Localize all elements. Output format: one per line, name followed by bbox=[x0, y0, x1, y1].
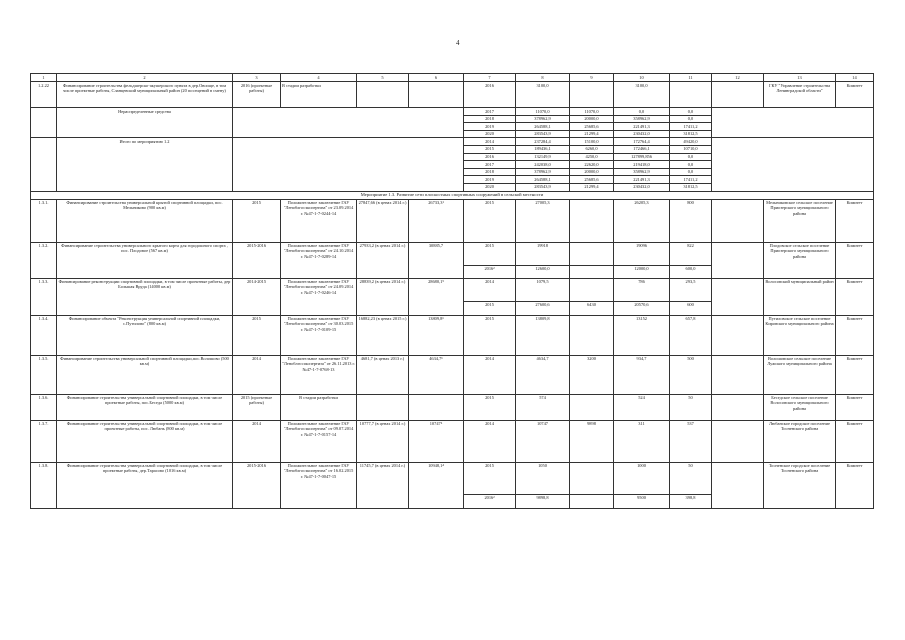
item-name: Финансирование строительства универсального крытого корта для городошного спорта , пос. Плодовое (567 кв.м) bbox=[57, 242, 233, 278]
group-fed: 25685,6 bbox=[570, 176, 614, 184]
group-year: 2019 bbox=[464, 123, 516, 131]
program-table bbox=[30, 73, 874, 509]
group-fed: 15100,0 bbox=[570, 138, 614, 146]
item-responsible: Комитет bbox=[836, 394, 874, 420]
group-loc: 17411,2 bbox=[670, 123, 712, 131]
item-remaining: 30885,7 bbox=[409, 242, 464, 278]
table-cell bbox=[712, 242, 764, 278]
group-fed: 20000,0 bbox=[570, 115, 614, 123]
item-finance: 9898,8 bbox=[516, 494, 570, 508]
item-regional: 3100,0 bbox=[614, 82, 670, 108]
item-finance: 600 bbox=[670, 301, 712, 315]
table-row bbox=[31, 74, 874, 82]
item-remaining: 10948,1⁴ bbox=[409, 462, 464, 508]
item-finance: 27600,6 bbox=[516, 301, 570, 315]
group-loc: 31812,5 bbox=[670, 130, 712, 138]
column-number: 1 bbox=[31, 74, 57, 82]
item-finance: 2015 bbox=[464, 199, 516, 242]
item-finance: 20570,6 bbox=[614, 301, 670, 315]
table-cell bbox=[712, 138, 874, 191]
item-finance: 2014 bbox=[464, 278, 516, 301]
item-finance: 2015 bbox=[464, 242, 516, 265]
item-name: Финансирование строительства универсальной спортивной площадки,пос.Волошово (500 кв.м) bbox=[57, 355, 233, 394]
item-finance: 293,5 bbox=[670, 278, 712, 301]
group-reg: 219418,0 bbox=[614, 161, 670, 169]
table-cell bbox=[31, 138, 57, 191]
group-total: 132149,9 bbox=[516, 153, 570, 161]
item-remaining: 13809,8⁶ bbox=[409, 315, 464, 355]
item-number: 1.2.22 bbox=[31, 82, 57, 108]
table-row bbox=[31, 278, 874, 301]
table-row bbox=[31, 199, 874, 242]
column-number: 7 bbox=[464, 74, 516, 82]
item-period: 2016 (проектные работы) bbox=[233, 82, 281, 108]
item-status: В стадии разработки bbox=[281, 82, 357, 108]
table-cell bbox=[712, 394, 764, 420]
item-organization: Тосненское городское поселение Тосненского района bbox=[764, 462, 836, 508]
group-fed: 22620,0 bbox=[570, 161, 614, 169]
column-number: 10 bbox=[614, 74, 670, 82]
item-expertise: Положительное заключение ГАУ "Леноблгосэкспертиза" от 30.03.2015 г. №47-1-7-0109-15 bbox=[281, 315, 357, 355]
table-row bbox=[31, 82, 874, 108]
item-organization: Волошовское сельское поселение Лужского муниципального района bbox=[764, 355, 836, 394]
item-finance: 4634,7 bbox=[516, 355, 570, 394]
item-finance bbox=[570, 265, 614, 278]
item-finance: 9500 bbox=[614, 494, 670, 508]
group-year: 2018 bbox=[464, 168, 516, 176]
item-responsible: Комитет bbox=[836, 315, 874, 355]
group-loc: 0,0 bbox=[670, 168, 712, 176]
group-year: 2015 bbox=[464, 145, 516, 153]
item-finance bbox=[570, 315, 614, 355]
table-cell bbox=[712, 420, 764, 462]
item-number: 1.3.7. bbox=[31, 420, 57, 462]
column-number: 8 bbox=[516, 74, 570, 82]
group-loc: 0,0 bbox=[670, 153, 712, 161]
table-cell bbox=[712, 315, 764, 355]
item-cost: 4681,7 (в ценах 2013 г.) bbox=[357, 355, 409, 394]
item-expertise: Положительное заключение ГАУ "Леноблгосэкспертиза" от 09.07.2014 г. №47-1-7-0157-14 bbox=[281, 420, 357, 462]
group-year: 2019 bbox=[464, 176, 516, 184]
item-finance: 50 bbox=[670, 394, 712, 420]
item-finance: 311 bbox=[614, 420, 670, 462]
item-responsible: Комитет bbox=[836, 199, 874, 242]
item-expertise: Положительное заключение ГАУ "Леноблгосэкспертиза" от 24.10.2014 г. №47-1-7-0289-14 bbox=[281, 242, 357, 278]
item-cost: 16882,23 (в ценах 2015 г.) bbox=[357, 315, 409, 355]
group-total: 264588,1 bbox=[516, 176, 570, 184]
group-fed: 11070,0 bbox=[570, 108, 614, 116]
item-finance: 10747 bbox=[516, 420, 570, 462]
table-cell bbox=[233, 108, 464, 138]
item-number: 1.3.2. bbox=[31, 242, 57, 278]
column-number: 14 bbox=[836, 74, 874, 82]
group-year: 2017 bbox=[464, 108, 516, 116]
item-finance: 13809,8 bbox=[516, 315, 570, 355]
item-name: Финансирование строительства универсальной спортивной площадки, в том числе проектные работы, дер.Тарасово (1016 кв.м) bbox=[57, 462, 233, 508]
group-name: Итого по мероприятию 1.2 bbox=[57, 138, 233, 191]
group-fed: 6260,0 bbox=[570, 145, 614, 153]
item-finance: 9898 bbox=[570, 420, 614, 462]
table-cell bbox=[670, 82, 712, 108]
item-number: 1.3.3. bbox=[31, 278, 57, 315]
item-cost bbox=[357, 394, 409, 420]
item-finance: 12600,0 bbox=[516, 265, 570, 278]
table-row bbox=[31, 355, 874, 394]
item-finance: 2015 bbox=[464, 301, 516, 315]
table-row bbox=[31, 462, 874, 494]
item-organization: Путиловское сельское поселение Кировского муниципального района bbox=[764, 315, 836, 355]
item-organization: Беседское сельское поселение Волосовского муниципального района bbox=[764, 394, 836, 420]
item-finance: 786 bbox=[614, 278, 670, 301]
item-year: 2016 bbox=[464, 82, 516, 108]
item-finance bbox=[570, 242, 614, 265]
item-total: 3100,0 bbox=[516, 82, 570, 108]
column-number: 12 bbox=[712, 74, 764, 82]
item-finance: 657,8 bbox=[670, 315, 712, 355]
item-cost: 27933,2 (в ценах 2014 г.) bbox=[357, 242, 409, 278]
item-number: 1.3.8. bbox=[31, 462, 57, 508]
item-name: Финансирование строительства фельдшерско-акушерского пункта в дер.Овсище, в том числе проектные работы, Сланцевский муниципальный район (20 посещений в смену) bbox=[57, 82, 233, 108]
item-organization: ГКУ "Управление строительства Ленинградской области" bbox=[764, 82, 836, 108]
column-number: 13 bbox=[764, 74, 836, 82]
item-finance: 2014 bbox=[464, 355, 516, 394]
group-reg: 172764,4 bbox=[614, 138, 670, 146]
item-period: 2014-2015 bbox=[233, 278, 281, 315]
item-finance: 1079,5 bbox=[516, 278, 570, 301]
table-row bbox=[31, 420, 874, 462]
item-finance bbox=[570, 199, 614, 242]
item-expertise: Положительное заключение ГАУ "Леноблгосэкспертиза" от 26.11.2013 г. №47-1-7-0768-13 bbox=[281, 355, 357, 394]
item-responsible: Комитет bbox=[836, 242, 874, 278]
group-year: 2020 bbox=[464, 130, 516, 138]
item-organization: Волосовский муниципальный район bbox=[764, 278, 836, 315]
item-finance: 12000,0 bbox=[614, 265, 670, 278]
group-reg: 127899,856 bbox=[614, 153, 670, 161]
item-finance: 2015 bbox=[464, 394, 516, 420]
item-finance: 27005,3 bbox=[516, 199, 570, 242]
group-year: 2017 bbox=[464, 161, 516, 169]
item-responsible: Комитет bbox=[836, 278, 874, 315]
table-row bbox=[31, 315, 874, 355]
item-number: 1.3.5. bbox=[31, 355, 57, 394]
item-period: 2015-2016 bbox=[233, 462, 281, 508]
group-year: 2014 bbox=[464, 138, 516, 146]
item-finance: 2016² bbox=[464, 265, 516, 278]
group-total: 378962,9 bbox=[516, 115, 570, 123]
group-loc: 49420,0 bbox=[670, 138, 712, 146]
group-fed: 4250,0 bbox=[570, 153, 614, 161]
item-remaining: 4634,7⁶ bbox=[409, 355, 464, 394]
group-reg: 230432,0 bbox=[614, 183, 670, 191]
item-number: 1.3.1. bbox=[31, 199, 57, 242]
group-name: Нераспределенные средства bbox=[57, 108, 233, 138]
column-number: 4 bbox=[281, 74, 357, 82]
item-remaining: 28680,1⁵ bbox=[409, 278, 464, 315]
group-year: 2020 bbox=[464, 183, 516, 191]
table-cell bbox=[712, 199, 764, 242]
group-reg: 0,0 bbox=[614, 108, 670, 116]
item-finance: 26205,3 bbox=[614, 199, 670, 242]
item-period: 2014 bbox=[233, 420, 281, 462]
table-cell bbox=[712, 462, 764, 508]
item-finance bbox=[570, 494, 614, 508]
item-finance: 2014 bbox=[464, 420, 516, 462]
item-cost: 28839,2 (в ценах 2014 г.) bbox=[357, 278, 409, 315]
column-number: 6 bbox=[409, 74, 464, 82]
item-organization: Мельниковское сельское поселение Приозерского муниципального района bbox=[764, 199, 836, 242]
table-cell bbox=[712, 278, 764, 315]
item-period: 2015 bbox=[233, 315, 281, 355]
column-number: 2 bbox=[57, 74, 233, 82]
item-finance: 2016² bbox=[464, 494, 516, 508]
item-name: Финансирование объекта "Реконструкция универсальной спортивной площадки, с.Путилово" (800 кв.м) bbox=[57, 315, 233, 355]
item-responsible: Комитет bbox=[836, 355, 874, 394]
item-finance: 19918 bbox=[516, 242, 570, 265]
item-cost: 10777,7 (в ценах 2014 г.) bbox=[357, 420, 409, 462]
item-expertise: В стадии разработки bbox=[281, 394, 357, 420]
item-number: 1.3.4. bbox=[31, 315, 57, 355]
item-finance: 50 bbox=[670, 462, 712, 494]
item-cost: 27847,66 (в ценах 2014 г.) bbox=[357, 199, 409, 242]
group-total: 283543,9 bbox=[516, 130, 570, 138]
group-fed: 25685,6 bbox=[570, 123, 614, 131]
group-loc: 17411,2 bbox=[670, 176, 712, 184]
group-reg: 358962,9 bbox=[614, 168, 670, 176]
table-cell bbox=[409, 82, 464, 108]
item-remaining: 26733,3¹ bbox=[409, 199, 464, 242]
column-number: 5 bbox=[357, 74, 409, 82]
item-expertise: Положительное заключение ГАУ "Леноблгосэкспертиза" от 24.09.2014 г. №47-1-7-0246-14 bbox=[281, 278, 357, 315]
group-total: 242038,0 bbox=[516, 161, 570, 169]
item-finance bbox=[570, 278, 614, 301]
group-total: 283543,9 bbox=[516, 183, 570, 191]
item-finance: 1050 bbox=[516, 462, 570, 494]
section-title: Мероприятие 1.3. Развитие сети плоскостных спортивных сооружений в сельской местности bbox=[31, 191, 874, 199]
group-year: 2018 bbox=[464, 115, 516, 123]
table-cell bbox=[712, 108, 874, 138]
table-row bbox=[31, 191, 874, 199]
table-cell bbox=[712, 82, 764, 108]
item-finance: 3200 bbox=[570, 355, 614, 394]
table-row bbox=[31, 242, 874, 265]
item-expertise: Положительное заключение ГАУ "Леноблгосэкспертиза" от 16.02.2015 г. №47-1-7-0047-15 bbox=[281, 462, 357, 508]
item-period: 2015 bbox=[233, 199, 281, 242]
table-row bbox=[31, 108, 874, 116]
item-finance: 524 bbox=[614, 394, 670, 420]
item-responsible: Комитет bbox=[836, 420, 874, 462]
table-cell bbox=[570, 82, 614, 108]
group-loc: 0,0 bbox=[670, 108, 712, 116]
item-finance: 19096 bbox=[614, 242, 670, 265]
group-fed: 20000,0 bbox=[570, 168, 614, 176]
item-finance: 574 bbox=[516, 394, 570, 420]
item-expertise: Положительное заключение ГАУ "Леноблгосэкспертиза" от 23.09.2014 г. №47-1-7-0244-14 bbox=[281, 199, 357, 242]
item-name: Финансирование строительства универсальной спортивной площадки, в том числе проектные работы, пос.Беседа (5000 кв.м) bbox=[57, 394, 233, 420]
group-total: 11070,0 bbox=[516, 108, 570, 116]
item-number: 1.3.6. bbox=[31, 394, 57, 420]
item-finance: 800 bbox=[670, 199, 712, 242]
item-responsible: Комитет bbox=[836, 462, 874, 508]
group-reg: 221491,3 bbox=[614, 123, 670, 131]
item-name: Финансирование строительства универсальной крытой спортивной площадки, пос. Мельниково (900 кв.м) bbox=[57, 199, 233, 242]
item-finance: 600,0 bbox=[670, 265, 712, 278]
group-year: 2016 bbox=[464, 153, 516, 161]
column-number: 11 bbox=[670, 74, 712, 82]
table-cell bbox=[233, 138, 464, 191]
item-finance: 398,8 bbox=[670, 494, 712, 508]
table-cell bbox=[357, 82, 409, 108]
group-total: 189436,1 bbox=[516, 145, 570, 153]
group-reg: 221491,3 bbox=[614, 176, 670, 184]
item-finance: 2015 bbox=[464, 315, 516, 355]
item-organization: Плодовское сельское поселение Приозерского муниципального района bbox=[764, 242, 836, 278]
page-number: 4 bbox=[456, 39, 460, 47]
item-remaining: 10747⁶ bbox=[409, 420, 464, 462]
group-reg: 230432,0 bbox=[614, 130, 670, 138]
group-total: 378962,9 bbox=[516, 168, 570, 176]
group-total: 264588,1 bbox=[516, 123, 570, 131]
group-loc: 0,0 bbox=[670, 161, 712, 169]
item-remaining bbox=[409, 394, 464, 420]
item-name: Финансирование строительства универсальной спортивной площадки, в том числе проектные работы, пос. Любань (800 кв.м) bbox=[57, 420, 233, 462]
item-finance: 822 bbox=[670, 242, 712, 265]
item-finance: 13152 bbox=[614, 315, 670, 355]
item-responsible: Комитет bbox=[836, 82, 874, 108]
item-finance: 500 bbox=[670, 355, 712, 394]
item-finance bbox=[570, 394, 614, 420]
group-reg: 172466,1 bbox=[614, 145, 670, 153]
group-fed: 21299,4 bbox=[570, 130, 614, 138]
column-number: 3 bbox=[233, 74, 281, 82]
item-name: Финансирование реконструкции спортивной площадки, в том числе проектные работы, дер Большая Вруда (14000 кв.м) bbox=[57, 278, 233, 315]
item-period: 2014 bbox=[233, 355, 281, 394]
group-loc: 10710,0 bbox=[670, 145, 712, 153]
table-row bbox=[31, 394, 874, 420]
item-finance bbox=[570, 462, 614, 494]
group-fed: 21299,4 bbox=[570, 183, 614, 191]
item-period: 2015 (проектные работы) bbox=[233, 394, 281, 420]
item-cost: 11745,7 (в ценах 2014 г.) bbox=[357, 462, 409, 508]
item-finance: 6430 bbox=[570, 301, 614, 315]
group-total: 237284,4 bbox=[516, 138, 570, 146]
group-reg: 358962,9 bbox=[614, 115, 670, 123]
column-number: 9 bbox=[570, 74, 614, 82]
item-period: 2015-2016 bbox=[233, 242, 281, 278]
table-cell bbox=[712, 355, 764, 394]
item-finance: 1000 bbox=[614, 462, 670, 494]
group-loc: 0,0 bbox=[670, 115, 712, 123]
item-finance: 934,7 bbox=[614, 355, 670, 394]
group-loc: 31812,5 bbox=[670, 183, 712, 191]
item-finance: 537 bbox=[670, 420, 712, 462]
table-cell bbox=[31, 108, 57, 138]
table-row bbox=[31, 138, 874, 146]
item-finance: 2015 bbox=[464, 462, 516, 494]
item-organization: Любанское городское поселение Тосненского района bbox=[764, 420, 836, 462]
